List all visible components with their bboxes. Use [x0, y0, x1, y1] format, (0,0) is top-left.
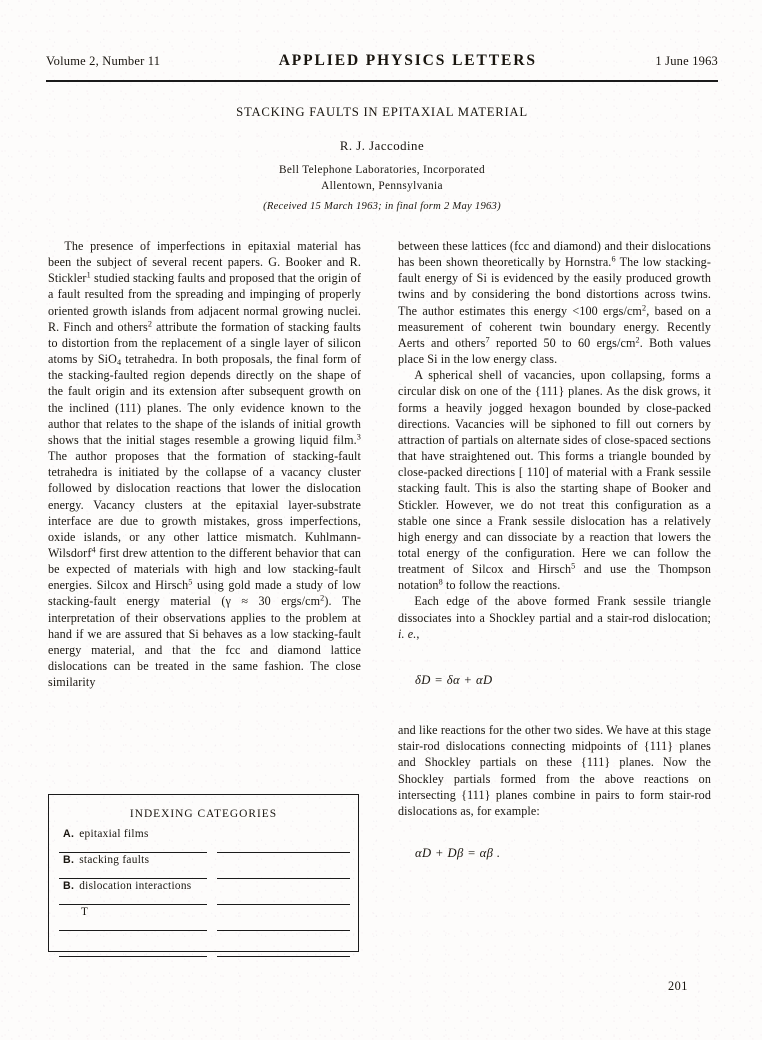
indexing-row: [49, 853, 358, 879]
paragraph-right-1: [398, 238, 711, 367]
indexing-row: [49, 931, 358, 957]
journal-title: APPLIED PHYSICS LETTERS: [278, 52, 537, 69]
text-run: The author proposes that the formation of stacking-fault tetrahedra is initiated by the collapse of a vacancy cluster followed by dislocation reactions that lower the dislocation energy. Vacancy clusters at the epitaxial layer-substrate interface are due to growth mistakes, gross imperfections, oxide islands, or any other lattice mismatch. Kuhlmann-Wilsdorf: [48, 449, 361, 560]
text-run: using gold made a study of low stacking-fault energy material (γ ≈ 30 ergs/cm: [48, 578, 361, 609]
equation-1: δD = δα + αD: [415, 672, 493, 687]
text-run: tetrahedra. In both proposals, the final form of the stacking-faulted region depends directly on the shape of the fault origin and its extension after subsequent growth on the inclined (111) planes. The only evidence known to the author that relates to the shape of the islands of initial growth shows that the initial stages resemble a growing liquid film.: [48, 352, 362, 447]
text-run: attribute the formation of stacking faults to distortion from the replacement of a single layer of silicon atoms by SiO: [48, 319, 361, 367]
indexing-row-label: [63, 880, 192, 892]
footnote-ref-5: 5: [188, 578, 193, 588]
footnote-ref-2: 2: [147, 319, 153, 329]
footnote-ref-4: 4: [91, 545, 96, 555]
text-run: The presence of imperfections in epitaxial material has been the subject of several recent papers. G. Booker and R. Stickler: [48, 239, 361, 286]
latin-abbrev-ie: i. e.: [398, 626, 417, 641]
paragraph-right-4: and like reactions for the other two sides. We have at this stage stair-rod dislocations connecting midpoints of {111} planes and Shockley partials on these {111} planes. Now the Shockley partials formed from the above reactions on intersecting {111} planes combine in pairs to form stair-rod dislocations as, for example:: [398, 723, 711, 818]
received-date: (Received 15 March 1963; in final form 2 May 1963): [263, 201, 501, 213]
footnote-ref-3: 3: [356, 432, 361, 442]
title-block: [46, 105, 718, 212]
text-run: between these lattices (fcc and diamond) and their dislocations has been shown theoretically by Hornstra.: [398, 239, 711, 270]
footnote-ref-7: 7: [485, 335, 490, 345]
indexing-row-text: T: [81, 906, 89, 918]
text-run: studied stacking faults and proposed that the origin of a fault resulted from the spreading and impinging of properly oriented growth islands from adjacent normal growing nuclei. R. Finch and others: [48, 271, 361, 334]
paragraph-right-3: [398, 593, 711, 641]
affiliation-line-2: Allentown, Pennsylvania: [321, 180, 443, 193]
indexing-rows: [49, 827, 358, 957]
issue-date: 1 June 1963: [655, 54, 718, 68]
header-rule: [46, 80, 718, 82]
indexing-rule-left: [59, 956, 207, 957]
text-run: . Both values place Si in the low energy class.: [398, 335, 712, 367]
indexing-row: [49, 827, 358, 853]
paragraph-left-1: [48, 238, 361, 690]
paragraph-right-2: [398, 367, 711, 593]
text-run: first drew attention to the different behavior that can be expected of materials with high and low stacking-fault energies. Silcox and Hirsch: [48, 545, 361, 593]
superscript-2: 2: [641, 303, 647, 313]
footnote-ref-8: 8: [438, 578, 443, 588]
indexing-row-letter: A.: [63, 828, 75, 840]
volume-number: Volume 2, Number 11: [46, 54, 161, 68]
text-run: Each edge of the above formed Frank sessile triangle dissociates into a Shockley partial and a stair-rod dislocation;: [398, 594, 711, 625]
indexing-row: [49, 905, 358, 931]
column-right: [398, 238, 711, 861]
indexing-row-letter: B.: [63, 880, 75, 892]
subscript-4: 4: [117, 357, 122, 367]
text-run: , based on a measurement of coherent twin boundary energy. Recently Aerts and others: [398, 303, 711, 350]
footnote-ref-1: 1: [86, 271, 91, 281]
indexing-row-label: [81, 906, 88, 918]
text-run: to follow the reactions.: [442, 578, 561, 593]
article-title: STACKING FAULTS IN EPITAXIAL MATERIAL: [236, 105, 528, 119]
affiliation-line-1: Bell Telephone Laboratories, Incorporated: [279, 164, 485, 176]
indexing-row: [49, 879, 358, 905]
author-name: R. J. Jaccodine: [339, 139, 425, 153]
text-run: ). The interpretation of their observations applies to the problem at hand if we are assured that Si behaves as a low stacking-fault energy material, and that the fcc and diamond lattice dislocations can be treated in the same fashion. The close similarity: [48, 594, 361, 690]
indexing-row-text: dislocation interactions: [79, 880, 192, 892]
footnote-ref-5: 5: [571, 561, 576, 571]
column-left: [48, 238, 361, 690]
indexing-row-letter: B.: [63, 854, 75, 866]
running-head: [46, 52, 718, 70]
text-run: The low stacking-fault energy of Si is evidenced by the easily produced growth twins and by considering the bond distortions across twins. The author estimates this energy <100 ergs/cm: [398, 255, 711, 318]
indexing-row-text: stacking faults: [79, 854, 150, 866]
indexing-row-label: [63, 828, 149, 840]
indexing-row-label: [63, 854, 149, 866]
indexing-categories-box: [48, 794, 359, 952]
text-run: ,: [416, 626, 420, 641]
indexing-rule-right: [217, 956, 350, 957]
footnote-ref-6: 6: [611, 254, 616, 264]
indexing-categories-title: INDEXING CATEGORIES: [129, 808, 278, 820]
text-run: A spherical shell of vacancies, upon collapsing, forms a circular disk on one of the {111} planes. As the disk grows, it forms a heavily jogged hexagon bounded by close-packed directions. Vacancies will be siphoned to fill out corners by attraction of partials on alternate sides of close-spaced sections that have straightened out. This forms a triangle bounded by close-packed directions [ 110] of material with a Frank sessile stacking fault. This is also the starting shape of Booker and Stickler. However, we do not treat this configuration as a stable one since a Frank sessile dislocation has a relatively high energy and can dissociate by a reaction that lowers the total energy of the configuration. Here we can follow the treatment of Silcox and Hirsch: [398, 368, 711, 577]
text-run: reported 50 to 60 ergs/cm: [489, 335, 636, 350]
text-run: and use the Thompson notation: [398, 562, 711, 593]
superscript-2: 2: [320, 594, 325, 604]
indexing-row-text: epitaxial films: [79, 828, 149, 840]
superscript-2: 2: [635, 335, 640, 345]
page-number: 201: [668, 979, 688, 993]
equation-2: αD + Dβ = αβ .: [415, 846, 501, 860]
